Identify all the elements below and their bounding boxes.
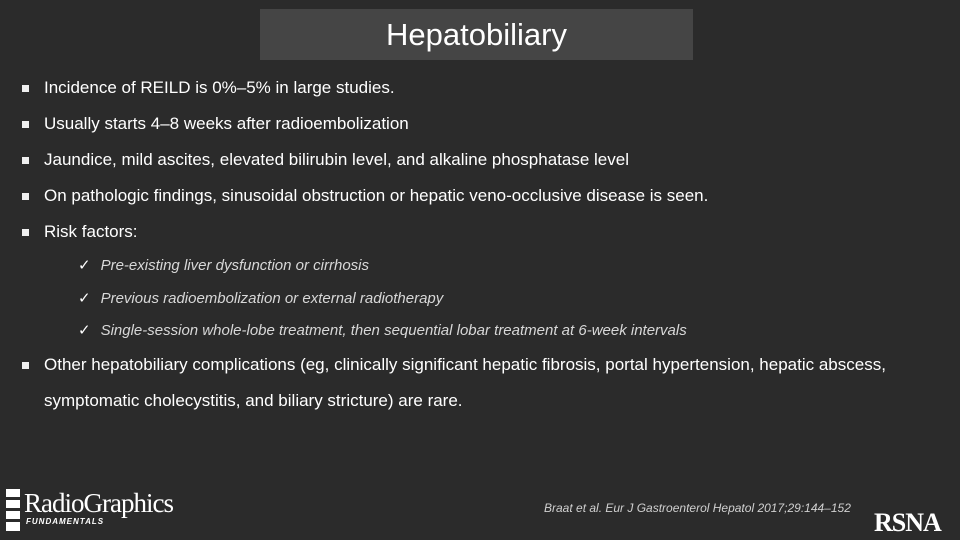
rsna-logo: RSNA bbox=[874, 508, 941, 537]
citation: Braat et al. Eur J Gastroenterol Hepatol 2017;29:144–152 bbox=[544, 501, 851, 515]
sub-bullet-item bbox=[78, 321, 687, 339]
bullet-item bbox=[22, 70, 395, 106]
bullet-item bbox=[22, 106, 409, 142]
radiographics-logo bbox=[6, 489, 173, 531]
logo-wordmark: RadioGraphics bbox=[24, 488, 173, 518]
bullet-text: Usually starts 4–8 weeks after radioembolization bbox=[44, 114, 409, 133]
checkmark-icon: ✓ bbox=[78, 290, 91, 307]
square-bullet-icon bbox=[22, 362, 29, 369]
bullet-item bbox=[22, 178, 708, 214]
bullet-text: Jaundice, mild ascites, elevated bilirubin level, and alkaline phosphatase level bbox=[44, 150, 629, 169]
bullet-text: Other hepatobiliary complications (eg, clinically significant hepatic fibrosis, portal hypertension, hepatic abscess, symptomatic cholecystitis, and biliary stricture) are rare. bbox=[44, 355, 886, 410]
bullet-item bbox=[22, 347, 912, 419]
slide-title: Hepatobiliary bbox=[260, 9, 693, 60]
sub-bullet-item bbox=[78, 289, 443, 307]
square-bullet-icon bbox=[22, 229, 29, 236]
bullet-text: On pathologic findings, sinusoidal obstruction or hepatic veno-occlusive disease is seen. bbox=[44, 186, 709, 205]
square-bullet-icon bbox=[22, 157, 29, 164]
logo-subtitle: FUNDAMENTALS bbox=[26, 517, 105, 526]
bullet-text: Incidence of REILD is 0%–5% in large studies. bbox=[44, 78, 395, 97]
bullet-item bbox=[22, 214, 138, 250]
square-bullet-icon bbox=[22, 85, 29, 92]
sub-bullet-text: Previous radioembolization or external radiotherapy bbox=[100, 289, 444, 307]
checkmark-icon: ✓ bbox=[78, 257, 91, 274]
logo-bar-icon bbox=[6, 489, 20, 531]
sub-bullet-text: Single-session whole-lobe treatment, then sequential lobar treatment at 6-week intervals bbox=[100, 321, 687, 339]
bullet-text: Risk factors: bbox=[44, 222, 138, 241]
bullet-item bbox=[22, 142, 629, 178]
square-bullet-icon bbox=[22, 193, 29, 200]
square-bullet-icon bbox=[22, 121, 29, 128]
sub-bullet-text: Pre-existing liver dysfunction or cirrhosis bbox=[100, 256, 370, 274]
sub-bullet-item bbox=[78, 256, 369, 274]
checkmark-icon: ✓ bbox=[78, 322, 91, 339]
